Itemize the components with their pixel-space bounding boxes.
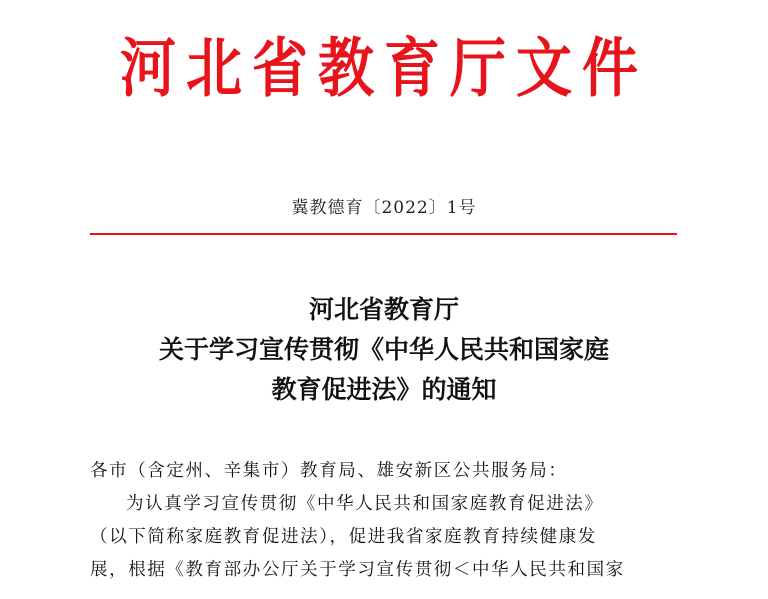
document-issuer-banner: 河北省教育厅文件 [120,32,648,107]
title-line-3: 教育促进法》的通知 [271,375,497,404]
document-body [90,455,680,587]
paragraph-1-line-1: 为认真学习宣传贯彻《中华人民共和国家庭教育促进法》 [126,494,604,514]
red-divider-line [90,233,677,235]
salutation: 各市（含定州、辛集市）教育局、雄安新区公共服务局： [90,461,568,481]
document-number: 冀教德育〔2022〕1号 [291,198,477,218]
paragraph-1-line-2: （以下简称家庭教育促进法），促进我省家庭教育持续健康发 [90,527,597,547]
title-line-1: 河北省教育厅 [308,295,459,324]
document-title [0,290,768,410]
title-line-2: 关于学习宣传贯彻《中华人民共和国家庭 [158,335,609,364]
paragraph-1-line-3: 展，根据《教育部办公厅关于学习宣传贯彻＜中华人民共和国家 [90,560,625,580]
